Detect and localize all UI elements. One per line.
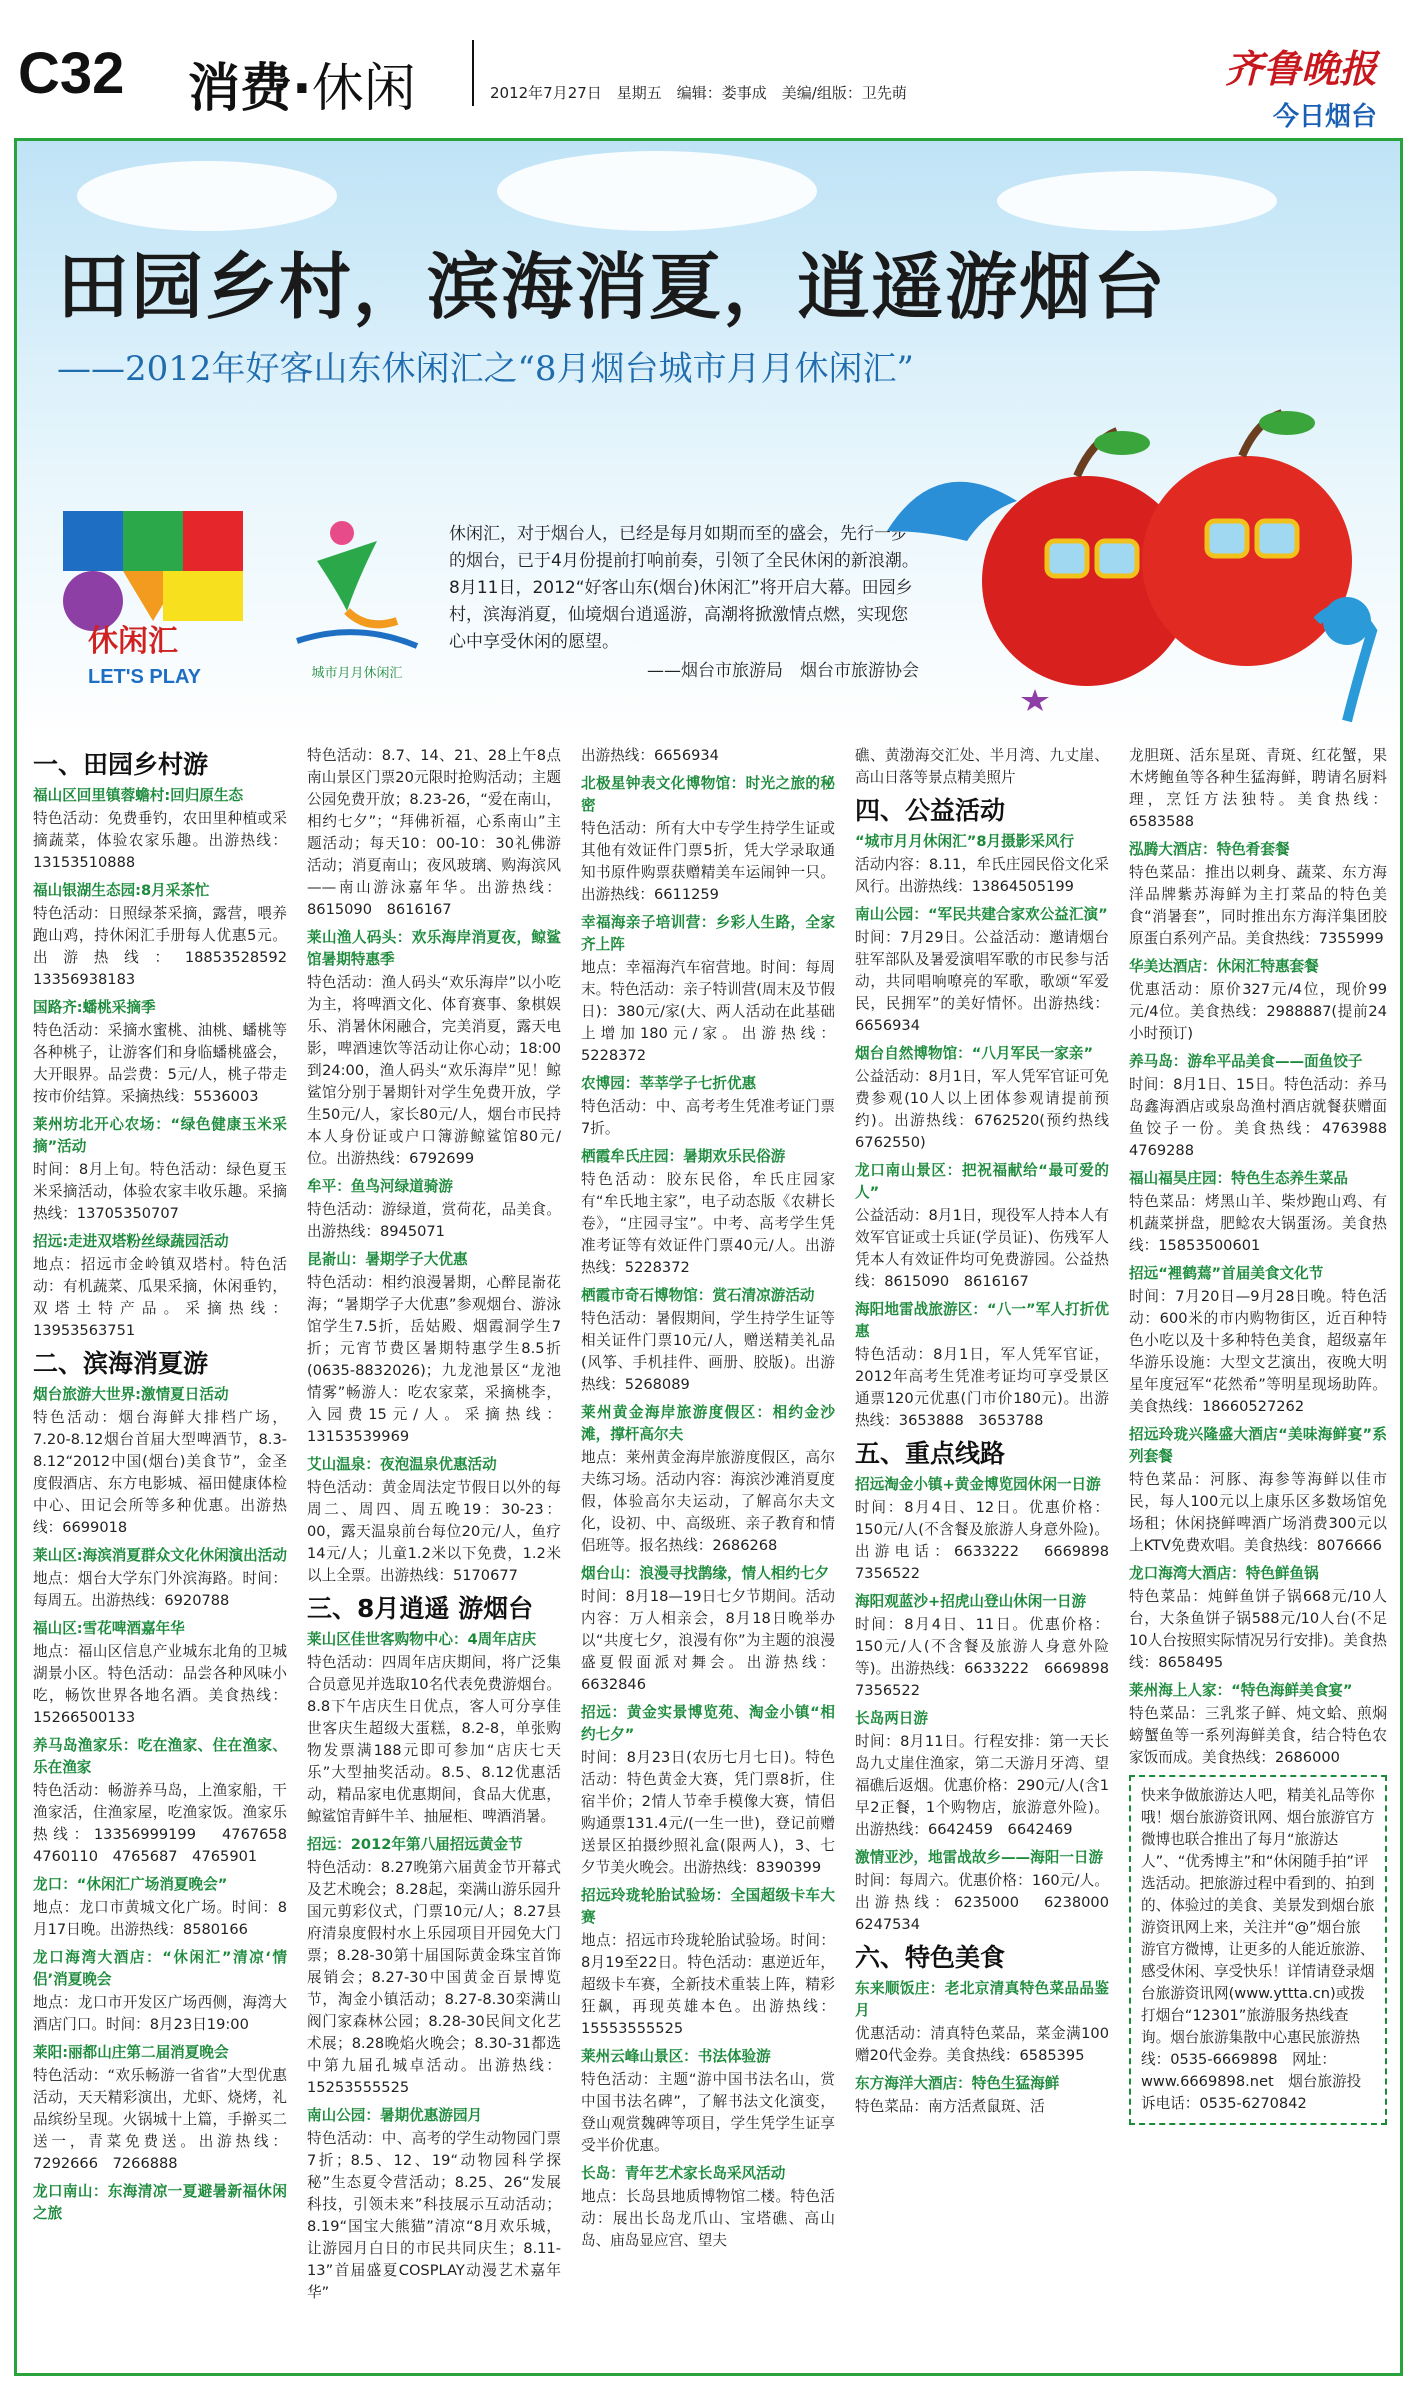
list-item — [855, 1847, 1124, 1936]
list-item — [307, 2105, 561, 2304]
list-item — [307, 1249, 561, 1448]
column-1 — [33, 745, 302, 2365]
list-item — [581, 1146, 835, 1279]
masthead — [0, 0, 1417, 135]
item-title: 福山区:雪花啤酒嘉年华 — [33, 1620, 185, 1637]
intro-body: 休闲汇，对于烟台人，已经是每月如期而至的盛会，先行一步的烟台，已于4月份提前打响前奏，引领了全民休闲的新浪潮。8月11日，2012“好客山东(烟台)休闲汇”将开启大幕。田园乡村，滨海消夏，仙境烟台逍遥游，高潮将掀激情点燃，实现您心中享受休闲的愿望。 — [449, 524, 919, 652]
logo-cn-text: 休闲汇 — [88, 624, 178, 659]
list-item — [855, 2073, 1109, 2118]
item-body: 出游热线：6656934 — [581, 747, 719, 764]
section-heading: 四、公益活动 — [855, 796, 1006, 825]
item-title: 招远：黄金实景博览苑、淘金小镇“相约七夕” — [581, 1704, 835, 1743]
item-body: 特色活动：四周年店庆期间，将广泛集合员意见并选取10名代表免费游烟台。8.8下午店庆生日优点，客人可分享佳世客庆生超级大蛋糕，8.2-8，单张购物发票满188元即可参加“店庆七天乐”大型抽奖活动。8.5、8.12优惠活动，精品家电优惠期间，食品大优惠，鲸鲨馆青鲜牛羊、抽屉柜、啤酒消暑。 — [307, 1654, 561, 1825]
item-title: 国路齐:蟠桃采摘季 — [33, 999, 156, 1016]
list-item — [855, 1299, 1109, 1432]
list-item — [33, 1545, 287, 1612]
item-body: 优惠活动：清真特色菜品，菜金满100赠20代金券。美食热线：6585395 — [855, 2025, 1109, 2064]
list-item — [581, 1563, 835, 1696]
logo2-caption: 城市月月休闲汇 — [311, 666, 403, 681]
masthead-divider — [472, 40, 474, 106]
list-item — [581, 1073, 835, 1140]
item-body: 特色活动：8.27晚第六届黄金节开幕式及艺术晚会；8.28起，栾满山游乐园升国元剪彩仪式，门票10元/人；8.27县府清泉度假村水上乐园项目开园免大门票；8.28-30第十届国际黄金珠宝首饰展销会；8.27-30中国黄金百景博览节，淘金小镇活动；8.27-8.30栾满山阀门家森林公园；8.28-30民间文化艺术展；8.28晚焰火晚会；8.30-31都选中第九届孔城卓活动。出游热线：15253555525 — [307, 1859, 561, 2096]
item-title: 莱山区:海滨消夏群众文化休闲演出活动 — [33, 1547, 287, 1564]
item-body: 地点：龙口市黄城文化广场。时间：8月17日晚。出游热线：8580166 — [33, 1899, 287, 1938]
intro-text — [449, 521, 919, 685]
section-subname: 休闲 — [311, 59, 416, 119]
item-body: 特色活动：暑假期间，学生持学生证等相关证件门票10元/人，赠送精美礼品(风筝、手机挂件、画册、胶版)。出游热线：5268089 — [581, 1310, 835, 1393]
notice-text: 快来争做旅游达人吧，精美礼品等你哦！烟台旅游资讯网、烟台旅游官方微博也联合推出了每月“旅游达人”、“优秀博主”和“休闲随手拍”评选活动。把旅游过程中看到的、拍到的、体验过的美食、美景发到烟台旅游资讯网上来，关注并“@”烟台旅游官方微博，让更多的人能近旅游、感受休闲、享受快乐！详情请登录烟台旅游资讯网(www.yttta.cn)或拨打烟台“12301”旅游服务热线查询。烟台旅游集散中心惠民旅游热线：0535-6669898 网址：www.6669898.net 烟台旅游投诉电话：0535-6270842 — [1141, 1787, 1375, 2112]
lets-play-logo-icon — [53, 511, 273, 691]
list-item — [581, 1402, 835, 1557]
sub-headline: ——2012年好客山东休闲汇之“8月烟台城市月月休闲汇” — [57, 349, 914, 389]
item-body: 地点：龙口市开发区广场西侧，海湾大酒店门口。时间：8月23日19:00 — [33, 1994, 287, 2033]
cloud-decoration — [497, 151, 817, 231]
travel-expert-notice — [1129, 1775, 1387, 2125]
item-body: 时间：8月4日、11日。优惠价格：150元/人(不含餐及旅游人身意外险等)。出游热线：6633222 6669898 7356522 — [855, 1616, 1124, 1699]
list-item — [33, 2181, 287, 2225]
item-body: 特色活动：中、高考考生凭准考证门票7折。 — [581, 1098, 835, 1137]
list-item — [1129, 745, 1387, 833]
list-item — [855, 904, 1109, 1037]
page-number: C32 — [18, 41, 125, 106]
item-body: 特色菜品：河豚、海参等海鲜以佳市民，每人100元以上康乐区多数场馆免场租；休闲挠鲜啤酒广场消费300元以上KTV免费欢唱。美食热线：8076666 — [1129, 1471, 1387, 1554]
item-body: 公益活动：8月1日，军人凭军官证可免费参观(10人以上团体参观请提前预约)。出游热线：6762520(预约热线6762550) — [855, 1068, 1109, 1151]
mascot-illustration — [877, 391, 1397, 741]
item-title: 烟台旅游大世界:激情夏日活动 — [33, 1386, 229, 1403]
list-item — [33, 2042, 287, 2175]
edition-name: 今日烟台 — [1272, 102, 1377, 132]
banner — [17, 141, 1400, 741]
list-item — [855, 831, 1109, 898]
list-item — [855, 745, 1109, 789]
column-2 — [307, 745, 561, 2365]
item-body: 特色菜品：三乳浆子鲜、炖文蛤、煎焖螃蟹鱼等一系列海鲜美食，结合特色农家饭而成。美食热线：2686000 — [1129, 1705, 1387, 1766]
item-body: 特色菜品：烤黑山羊、柴炒跑山鸡、有机蔬菜拼盘，肥鲶农大锅蛋汤。美食热线：15853500601 — [1129, 1193, 1387, 1254]
item-body: 地点：烟台大学东门外滨海路。时间：每周五。出游热线：6920788 — [33, 1570, 287, 1609]
list-item — [1129, 1263, 1387, 1418]
item-body: 特色活动：“欢乐畅游一省省”大型优惠活动，天天精彩演出，尤虾、烧烤，礼品缤纷呈现。火锅城十上篇，手擀买二送一，青菜免费送。出游热线：7292666 7266888 — [33, 2067, 287, 2172]
item-body: 特色活动：游绿道，赏荷花，品美食。出游热线：8945071 — [307, 1201, 561, 1240]
item-title: 激情亚沙，地雷战故乡——海阳一日游 — [855, 1849, 1104, 1866]
item-title: 莱山渔人码头：欢乐海岸消夏夜，鲸鲨馆暑期特惠季 — [307, 929, 561, 968]
list-item — [307, 745, 561, 921]
item-title: 南山公园：暑期优惠游园月 — [307, 2107, 483, 2124]
item-body: 特色活动：畅游养马岛，上渔家船，干渔家活，住渔家屋，吃渔家饭。渔家乐热线：13356999199 4767658 4760110 4765687 4765901 — [33, 1782, 302, 1865]
item-body: 特色活动：胶东民俗，牟氏庄园家有“牟氏地主家”，电子动态版《农耕长卷》，“庄园寻宝”。中考、高考学生凭准考证等有效证件门票40元/人。出游热线：5228372 — [581, 1171, 835, 1276]
item-body: 时间：8月4日、12日。优惠价格：150元/人(不含餐及旅游人身意外险)。出游电话：6633222 6669898 7356522 — [855, 1499, 1124, 1582]
item-body: 礁、黄渤海交汇处、半月湾、九丈崖、高山日落等景点精美照片 — [855, 747, 1109, 786]
list-item — [33, 1384, 287, 1539]
item-body: 特色活动：烟台海鲜大排档广场，7.20-8.12烟台首届大型啤酒节，8.3-8.12“2012中国(烟台)美食节”，金圣度假酒店、东方电影城、福田健康体检中心、田记会所等多种优惠。出游热线：6699018 — [33, 1409, 287, 1536]
item-title: 栖霞市奇石博物馆：赏石清凉游活动 — [581, 1287, 815, 1304]
item-title: “城市月月休闲汇”8月摄影采风行 — [855, 833, 1075, 850]
item-body: 地点：招远市玲珑轮胎试验场。时间：8月19至22日。特色活动：惠逆近年，超级卡车赛，全新技术重装上阵，精彩狂飙，再现英雄本色。出游热线：15553555525 — [581, 1932, 835, 2037]
item-body: 特色活动：相约浪漫暑期，心醉昆嵛花海；“暑期学子大优惠”参观烟台、游泳馆学生7.5折，岳姑殿、烟霞洞学生7折；元宵节费区暑期特惠学生8.5折(0635-8832026)；九龙池景区“龙池情雾”畅游人：吃农家菜，采摘桃李，入园费15元/人。采摘热线：13153539969 — [307, 1274, 561, 1445]
page-frame — [14, 138, 1403, 2376]
item-title: 东方海洋大酒店：特色生猛海鲜 — [855, 2075, 1060, 2092]
item-body: 地点：长岛县地质博物馆二楼。特色活动：展出长岛龙爪山、宝塔礁、高山岛、庙岛显应宫、望夫 — [581, 2188, 835, 2249]
item-body: 时间：7月20日—9月28日晚。特色活动：600米的市内购物街区，近百种特色小吃以及十多种特色美食，超级嘉年华游乐设施：大型文艺演出，夜晚大明星年度冠军“花然希”等明星现场助阵。美食热线：18660527262 — [1129, 1288, 1387, 1415]
item-title: 招远:走进双塔粉丝绿蔬园活动 — [33, 1233, 229, 1250]
item-body: 时间：8月18—19日七夕节期间。活动内容：万人相亲会，8月18日晚举办以“共度七夕，浪漫有你”为主题的浪漫盛夏假面派对舞会。出游热线：6632846 — [581, 1588, 835, 1693]
list-item — [581, 745, 835, 767]
item-title: 海阳地雷战旅游区：“八一”军人打折优惠 — [855, 1301, 1109, 1340]
item-title: 招远：2012年第八届招远黄金节 — [307, 1836, 523, 1853]
item-body: 特色活动：所有大中专学生持学生证或其他有效证件门票5折，凭大学录取通知书原件购票获赠精美车运闹钟一只。出游热线：6611259 — [581, 820, 835, 903]
list-item — [33, 1947, 287, 2036]
list-item — [33, 1618, 287, 1729]
list-item — [581, 1702, 835, 1879]
list-item — [581, 2046, 835, 2157]
dancing-figure-icon — [287, 511, 427, 691]
item-body: 特色活动：主题“游中国书法名山，赏中国书法名碑”，了解书法文化演变，登山观赏魏碑等项目，学生凭学生证享受半价优惠。 — [581, 2071, 835, 2154]
item-title: 幸福海亲子培训营：乡彩人生路，全家齐上阵 — [581, 914, 835, 953]
list-item — [855, 1043, 1109, 1154]
list-item — [581, 1285, 835, 1396]
apple-mascots-icon — [877, 391, 1397, 741]
cloud-decoration — [997, 171, 1277, 231]
item-title: 泓腾大酒店：特色肴套餐 — [1129, 841, 1290, 858]
list-item — [307, 1834, 561, 2099]
item-title: 北极星钟表文化博物馆：时光之旅的秘密 — [581, 775, 835, 814]
list-item — [855, 1591, 1124, 1702]
item-body: 特色活动：黄金周法定节假日以外的每周二、周四、周五晚19：30-23：00，露天温泉前台每位20元/人，鱼疗14元/人；儿童1.2米以下免费，1.2米以上全票。出游热线：5170677 — [307, 1479, 561, 1584]
list-item — [307, 927, 561, 1170]
section-title — [188, 46, 416, 121]
item-title: 福山银湖生态园:8月采茶忙 — [33, 882, 210, 899]
list-item — [855, 1160, 1109, 1293]
lets-play-logo — [53, 511, 273, 691]
item-title: 福山福昊庄园：特色生态养生菜品 — [1129, 1170, 1348, 1187]
item-body: 特色活动：日照绿茶采摘，露营，喂养跑山鸡，持休闲汇手册每人优惠5元。出游热线：18853528592 13356938183 — [33, 905, 302, 988]
item-body: 特色活动：免费垂钓，农田里种植或采摘蔬菜，体验农家乐趣。出游热线：13153510888 — [33, 810, 287, 871]
section-heading: 六、特色美食 — [855, 1943, 1006, 1972]
item-body: 特色活动：采摘水蜜桃、油桃、蟠桃等各种桃子，让游客们和身临蟠桃盛会，大开眼界。品尝费：5元/人，桃子带走按市价结算。采摘热线：5536003 — [33, 1022, 287, 1105]
item-body: 活动内容：8.11，牟氏庄园民俗文化采风行。出游热线：13864505199 — [855, 856, 1109, 895]
item-title: 长岛两日游 — [855, 1710, 928, 1727]
item-body: 时间：8月1日、15日。特色活动：养马岛鑫海酒店或泉岛渔村酒店就餐获赠面鱼饺子一份。美食热线：4763988 4769288 — [1129, 1076, 1402, 1159]
list-item — [1129, 956, 1387, 1045]
column-5 — [1129, 745, 1402, 2365]
intro-signature: ——烟台市旅游局 烟台市旅游协会 — [647, 661, 919, 681]
item-body: 公益活动：8月1日，现役军人持本人有效军官证或士兵证(学员证)、伤残军人凭本人有效证件均可免费游园。公益热线：8615090 8616167 — [855, 1207, 1109, 1290]
list-item — [1129, 839, 1387, 950]
list-item — [307, 1176, 561, 1243]
item-title: 南山公园：“军民共建合家欢公益汇演” — [855, 906, 1108, 923]
item-title: 烟台自然博物馆：“八月军民一家亲” — [855, 1045, 1094, 1062]
newspaper-brand: 齐鲁晚报 — [1224, 46, 1377, 91]
item-title: 龙口南山景区：把祝福献给“最可爱的人” — [855, 1162, 1109, 1201]
list-item — [1129, 1051, 1402, 1162]
item-title: 莱山区佳世客购物中心：4周年店庆 — [307, 1631, 537, 1648]
list-item — [33, 785, 287, 874]
item-title: 海阳观蓝沙+招虎山登山休闲一日游 — [855, 1593, 1087, 1610]
item-title: 招远玲珑兴隆盛大酒店“美味海鲜宴”系列套餐 — [1129, 1426, 1387, 1465]
column-4 — [855, 745, 1124, 2365]
list-item — [581, 773, 835, 906]
item-title: 龙口海湾大酒店：特色鲜鱼锅 — [1129, 1565, 1319, 1582]
item-title: 养马岛：游牟平品美食——面鱼饺子 — [1129, 1053, 1363, 1070]
item-title: 华美达酒店：休闲汇特惠套餐 — [1129, 958, 1319, 975]
list-item — [33, 997, 287, 1108]
item-body: 时间：8月23日(农历七月七日)。特色活动：特色黄金大赛，凭门票8折，住宿半价；2情人节牵手模像大赛，情侣购通票131.4元/(一生一世)，登记前赠送景区拍摄纱照礼盒(限两人)，3、七夕节美火晚会。出游热线：8390399 — [581, 1749, 835, 1876]
item-body: 时间：7月29日。公益活动：邀请烟台驻军部队及暑爱演唱军歌的市民参与活动，共同唱响嘹亮的军歌，歌颂“军爱民，民拥军”的美好情怀。出游热线：6656934 — [855, 929, 1109, 1034]
list-item — [33, 1231, 287, 1342]
item-body: 地点：福山区信息产业城东北角的卫城湖景小区。特色活动：品尝各种风味小吃，畅饮世界各地名酒。美食热线：15266500133 — [33, 1643, 287, 1726]
item-body: 特色活动：8月1日，军人凭军官证，2012年高考生凭准考证均可享受景区通票120元优惠(门市价180元)。出游热线：3653888 3653788 — [855, 1346, 1109, 1429]
item-title: 招远淘金小镇+黄金博览园休闲一日游 — [855, 1476, 1101, 1493]
list-item — [1129, 1563, 1387, 1674]
item-body: 时间：每周六。优惠价格：160元/人。出游热线：6235000 6238000 6247534 — [855, 1872, 1124, 1933]
item-title: 莱州云峰山景区：书法体验游 — [581, 2048, 771, 2065]
list-item — [33, 1874, 287, 1941]
list-item — [33, 880, 302, 991]
item-title: 龙口海湾大酒店：“休闲汇”清凉‘情侣’消夏晚会 — [33, 1949, 287, 1988]
list-item — [307, 1454, 561, 1587]
list-item — [1129, 1680, 1387, 1769]
section-heading: 五、重点线路 — [855, 1439, 1006, 1468]
item-body: 特色活动：中、高考的学生动物园门票7折；8.5、12、19“动物园科学探秘”生态夏令营活动；8.25、26“发展科技，引领未来”科技展示互动活动；8.19“国宝大熊猫”清凉“8月欢乐城，让游园月白日的市民共同庆生；8.11-13”首届盛夏COSPLAY动漫艺术嘉年华” — [307, 2130, 561, 2301]
item-body: 地点：莱州黄金海岸旅游度假区，高尔夫练习场。活动内容：海滨沙滩消夏度假，体验高尔夫运动，了解高尔夫文化，设初、中、高级班、亲子教育和情侣班等。报名热线：2686268 — [581, 1449, 835, 1554]
list-item — [581, 912, 835, 1067]
item-title: 烟台山：浪漫寻找鹊缘，情人相约七夕 — [581, 1565, 830, 1582]
list-item — [581, 2163, 835, 2252]
item-title: 牟平：鱼鸟河绿道骑游 — [307, 1178, 453, 1195]
section-name: 消费 — [188, 59, 293, 119]
item-title: 艾山温泉：夜泡温泉优惠活动 — [307, 1456, 497, 1473]
item-title: 昆嵛山：暑期学子大优惠 — [307, 1251, 468, 1268]
item-title: 莱州海上人家：“特色海鲜美食宴” — [1129, 1682, 1353, 1699]
main-headline: 田园乡村，滨海消夏，逍遥游烟台 — [57, 245, 1168, 329]
item-title: 农博园：莘莘学子七折优惠 — [581, 1075, 757, 1092]
section-heading: 一、田园乡村游 — [33, 750, 209, 779]
logo-en-text: LET'S PLAY — [88, 666, 201, 688]
item-title: 栖霞牟氏庄园：暑期欢乐民俗游 — [581, 1148, 786, 1165]
list-item — [581, 1885, 835, 2040]
item-body: 时间：8月11日。行程安排：第一天长岛九丈崖住渔家，第二天游月牙湾、望福礁后返烟。优惠价格：290元/人(含1早2正餐，1个购物店，旅游意外险)。出游热线：6642459 6642469 — [855, 1733, 1109, 1838]
item-title: 莱阳:丽都山庄第二届消夏晚会 — [33, 2044, 229, 2061]
item-body: 特色活动：渔人码头“欢乐海岸”以小吃为主，将啤酒文化、体育赛事、象棋娱乐、消暑休闲融合，完美消夏，露天电影，啤酒速饮等活动让你心动；18:00到24:00，渔人码头“欢乐海岸”见！鲸鲨馆分别于暑期针对学生免费开放，学生50元/人，家长80元/人，烟台市民持本人身份证或户口簿游鲸鲨馆80元/位。出游热线：6792699 — [307, 974, 561, 1167]
item-title: 养马岛渔家乐：吃在渔家、住在渔家、乐在渔家 — [33, 1737, 287, 1776]
list-item — [855, 1978, 1109, 2067]
column-3 — [581, 745, 835, 2365]
item-title: 东来顺饭庄：老北京清真特色菜品品鉴月 — [855, 1980, 1109, 2019]
list-item — [307, 1629, 561, 1828]
item-body: 特色菜品：炖鲜鱼饼子锅668元/10人台，大条鱼饼子锅588元/10人台(不足10人台按照实际情况另行安排)。美食热线：8658495 — [1129, 1588, 1387, 1671]
section-heading: 二、滨海消夏游 — [33, 1349, 209, 1378]
article-columns — [33, 745, 1402, 2365]
item-body: 优惠活动：原价327元/4位，现价99元/4位。美食热线：2988887(提前24小时预订) — [1129, 981, 1387, 1042]
item-title: 龙口：“休闲汇广场消夏晚会” — [33, 1876, 228, 1893]
list-item — [33, 1114, 287, 1225]
item-body: 特色菜品：推出以刺身、蔬菜、东方海洋品牌紫苏海鲜为主打菜品的特色美食“消暑套”，同时推出东方海洋集团胶原蛋白系列产品。美食热线：7355999 — [1129, 864, 1387, 947]
item-title: 莱州坊北开心农场：“绿色健康玉米采摘”活动 — [33, 1116, 287, 1155]
item-body: 地点：招远市金岭镇双塔村。特色活动：有机蔬菜、瓜果采摘，休闲垂钓，双塔土特产品。采摘热线：13953563751 — [33, 1256, 287, 1339]
item-title: 龙口南山：东海清凉一夏避暑新福休闲之旅 — [33, 2183, 287, 2222]
cloud-decoration — [77, 161, 337, 231]
item-body: 特色活动：8.7、14、21、28上午8点南山景区门票20元限时抢购活动；主题公园免费开放；8.23-26，“爱在南山，相约七夕”；“拜佛祈福，心系南山”主题活动；每天10：00-10：30礼佛游活动；消夏南山；夜风玻璃、购海滨风——南山游泳嘉年华。出游热线：8615090 8616167 — [307, 747, 561, 918]
item-body: 特色菜品：南方活煮鼠斑、活 — [855, 2098, 1045, 2115]
item-title: 招远“裡鹤蔫”首届美食文化节 — [1129, 1265, 1324, 1282]
item-title: 福山区回里镇蓉蟾村:回归原生态 — [33, 787, 244, 804]
city-leisure-logo — [287, 511, 427, 691]
item-title: 招远玲珑轮胎试验场：全国超级卡车大赛 — [581, 1887, 835, 1926]
item-title: 莱州黄金海岸旅游度假区：相约金沙滩，撑杆高尔夫 — [581, 1404, 835, 1443]
item-body: 地点：幸福海汽车宿营地。时间：每周末。特色活动：亲子特训营(周末及节假日)：380元/家(大、两人活动在此基础上增加180元/家。出游热线：5228372 — [581, 959, 835, 1064]
section-heading: 三、8月逍遥 游烟台 — [307, 1594, 534, 1623]
item-title: 长岛：青年艺术家长岛采风活动 — [581, 2165, 786, 2182]
issue-meta: 2012年7月27日 星期五 编辑：娄事成 美编/组版：卫先萌 — [490, 84, 907, 102]
list-item — [855, 1708, 1109, 1841]
item-body: 时间：8月上旬。特色活动：绿色夏玉米采摘活动，体验农家丰收乐趣。采摘热线：13705350707 — [33, 1161, 287, 1222]
list-item — [1129, 1424, 1387, 1557]
list-item — [1129, 1168, 1387, 1257]
list-item — [33, 1735, 302, 1868]
item-body: 龙胆斑、活东星斑、青斑、红花蟹，果木烤鲍鱼等各种生猛海鲜，聘请名厨料理，烹饪方法独特。美食热线：6583588 — [1129, 747, 1387, 830]
list-item — [855, 1474, 1124, 1585]
section-dot: · — [292, 59, 312, 119]
